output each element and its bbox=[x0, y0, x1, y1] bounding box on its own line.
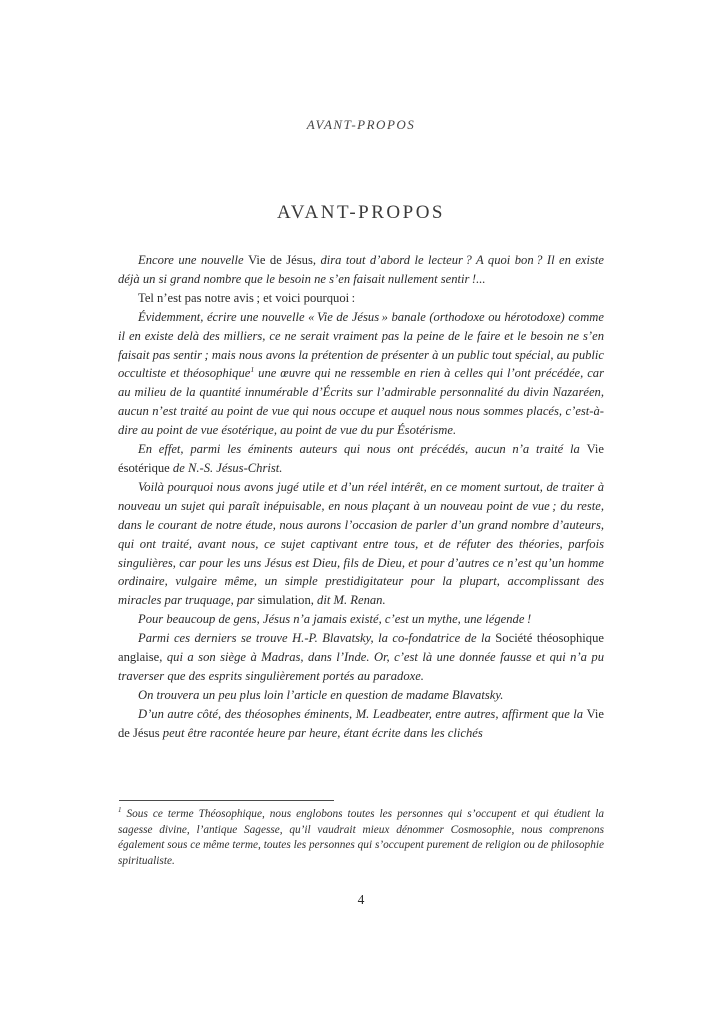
paragraph bbox=[118, 289, 604, 308]
text-segment: une œuvre qui ne ressemble en rien à celles qui l’ont précédée, car au milieu de la quantité innumérable d’Écrits sur l’admirable personnalité du divin Nazaréen, aucun n’est traité au point de vue qui nous occupe et auquel nous nous sommes placés, c’est-à-dire au point de vue ésotérique, au point de vue du pur Ésotérisme. bbox=[118, 366, 604, 438]
text-segment: On trouvera un peu plus loin l’article en question de madame Blavatsky. bbox=[138, 687, 504, 702]
text-segment: D’un autre côté, des théosophes éminents, M. Leadbeater, entre autres, affirment que la bbox=[138, 706, 587, 721]
text-segment: Vie ésotérique bbox=[118, 442, 604, 475]
text-segment: Encore une nouvelle bbox=[138, 253, 249, 267]
text-segment: Vie de Jésus bbox=[248, 253, 313, 267]
text-segment: Société théosophique anglaise, bbox=[118, 631, 604, 665]
paragraph bbox=[118, 251, 604, 289]
text-segment: Tel n’est pas notre avis ; et voici pourquoi : bbox=[138, 290, 356, 305]
text-segment: Évidemment, écrire une nouvelle « Vie de Jésus » banale (orthodoxe ou hérotodoxe) comme il en existe delà des milliers, ce ne serait vraiment pas la peine de le faire et le besoin ne s’en faisait pas sentir ; mais nous avons la prétention de présenter à un public tout spécial, au public occultiste et théosophique bbox=[118, 309, 604, 381]
text-segment: Vie de Jésus bbox=[118, 706, 604, 740]
paragraph bbox=[118, 440, 604, 478]
paragraph bbox=[118, 610, 604, 629]
text-segment: Pour beaucoup de gens, Jésus n’a jamais existé, c’est un mythe, une légende ! bbox=[138, 612, 532, 627]
text-segment: Voilà pourquoi nous avons jugé utile et d’un réel intérêt, en ce moment surtout, de traiter à nouveau un sujet qui paraît inépuisable, en nous plaçant à un nouveau point de vue ; du reste, dans le courant de notre étude, nous aurons l’occasion de parler d’un grand nombre d’auteurs, qui ont traité, avant nous, ce sujet captivant entre tous, et de réfuter des théories, parfois singulières, car pour les uns Jésus est Dieu, fils de Dieu, et pour d’autres ce n’est qu’un homme ordinaire, vulgaire même, un simple prestidigitateur pour la plupart, accomplissant des miracles par truquage, par bbox=[118, 479, 604, 608]
paragraph bbox=[118, 686, 604, 705]
paragraph bbox=[118, 629, 604, 686]
footnote bbox=[118, 807, 604, 869]
paragraph bbox=[118, 705, 604, 743]
footnote-marker: 1 bbox=[118, 806, 122, 815]
footnote-rule bbox=[119, 800, 334, 801]
text-segment: simulation, bbox=[257, 593, 314, 608]
text-segment: , dira tout d’abord le lecteur ? A quoi bon ? Il en existe déjà un si grand nombre que le besoin ne s’en faisait nullement sentir !... bbox=[118, 253, 605, 286]
paragraph bbox=[118, 308, 604, 440]
text-segment: En effet, parmi les éminents auteurs qui nous ont précédés, aucun n’a traité la bbox=[138, 442, 587, 457]
footnote-reference: 1 bbox=[250, 365, 255, 375]
text-segment: de N.-S. Jésus-Christ. bbox=[169, 460, 283, 475]
text-segment: dit M. Renan. bbox=[313, 593, 386, 608]
body-paragraphs bbox=[118, 251, 604, 743]
text-segment: peut être racontée heure par heure, étant écrite dans les clichés bbox=[159, 725, 483, 740]
page-title: AVANT-PROPOS bbox=[277, 202, 445, 223]
text-segment: qui a son siège à Madras, dans l’Inde. Or, c’est là une donnée fausse et qui n’a pu traverser que des esprits singulièrement portés au paradoxe. bbox=[118, 650, 604, 683]
footnote-text bbox=[118, 808, 604, 867]
running-head: AVANT-PROPOS bbox=[306, 117, 416, 132]
text-segment: Sous ce terme Théosophique, nous englobons toutes les personnes qui s’occupent et qui étudient la sagesse divine, l’antique Sagesse, qu’il vaudrait mieux dénommer Cosmosophie, nous comprenons également sous ce même terme, toutes les personnes qui s’occupent purement de religion ou de philosophie spiritualiste. bbox=[118, 808, 604, 867]
text-segment: Parmi ces derniers se trouve H.-P. Blavatsky, la co-fondatrice de la bbox=[138, 631, 496, 646]
paragraph bbox=[118, 478, 604, 610]
page-number: 4 bbox=[357, 892, 365, 907]
